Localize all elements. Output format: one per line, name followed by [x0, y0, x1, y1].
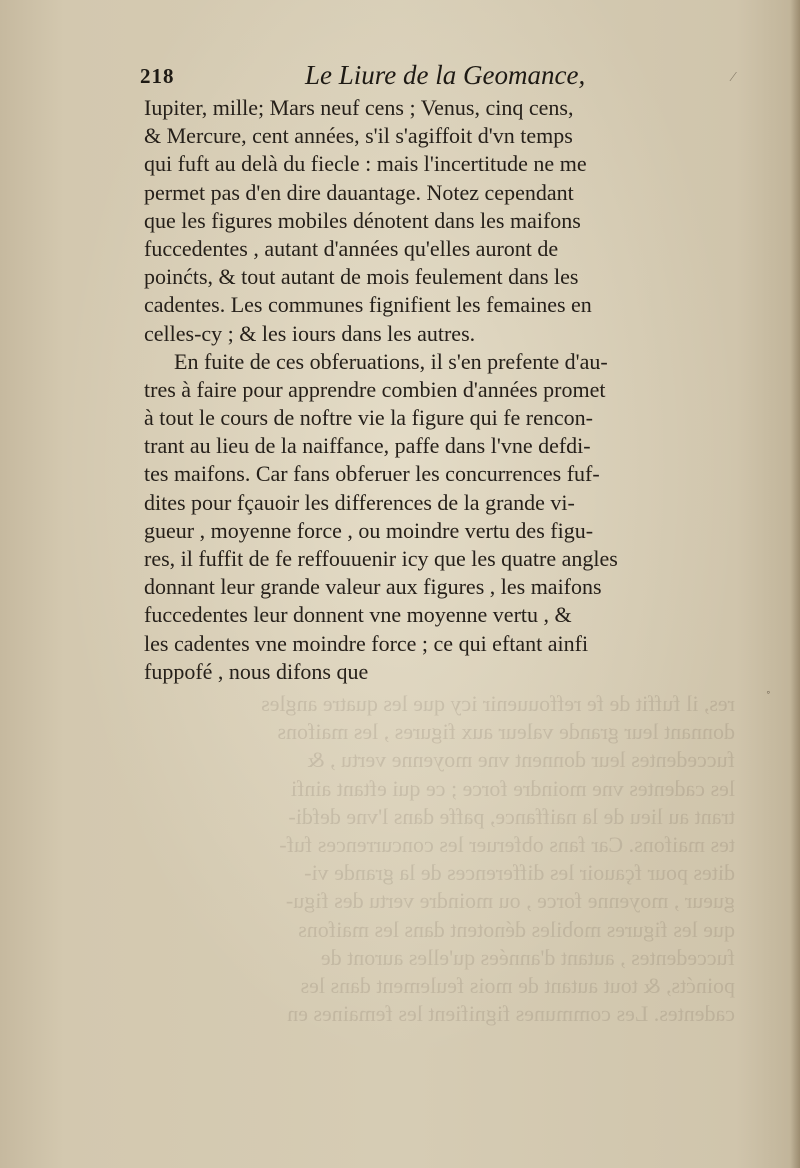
- page-edge-shadow: [790, 0, 800, 1168]
- text-line: En fuite de ces obferuations, il s'en prefente d'au-: [174, 348, 608, 374]
- bleed-through-text: [155, 690, 735, 1028]
- text-line: qui fuft au delà du fiecle : mais l'incertitude ne me: [144, 151, 587, 177]
- text-line: fuppofé , nous difons que: [144, 658, 369, 684]
- text-line: cadentes. Les communes fignifient les femaines en: [144, 292, 592, 318]
- text-line: poinćts, & tout autant de mois feulement dans les: [144, 264, 579, 290]
- bleed-line: dites pour fçauoir les differences de la grande vi-: [304, 860, 735, 886]
- text-line: à tout le cours de noftre vie la figure qui fe rencon-: [144, 405, 593, 431]
- text-line: dites pour fçauoir les differences de la grande vi-: [144, 489, 575, 515]
- text-line: les cadentes vne moindre force ; ce qui eftant ainfi: [144, 630, 589, 656]
- body-text: [144, 94, 774, 686]
- bleed-line: res, il fuffit de fe reffouuenir icy que les quatre angles: [261, 691, 735, 716]
- page-number: 218: [140, 64, 175, 88]
- text-line: Iupiter, mille; Mars neuf cens ; Venus, cinq cens,: [144, 95, 574, 120]
- bleed-line: cadentes. Les communes fignifient les femaines en: [287, 1001, 735, 1027]
- text-line: res, il fuffit de fe reffouuenir icy que les quatre angles: [144, 546, 618, 571]
- text-line: & Mercure, cent années, s'il s'agiffoit d'vn temps: [144, 123, 573, 149]
- bleed-line: donnant leur grande valeur aux figures , les maifons: [277, 719, 735, 745]
- text-line: fuccedentes leur donnent vne moyenne vertu , &: [144, 602, 572, 628]
- text-line: fuccedentes , autant d'années qu'elles auront de: [144, 235, 559, 261]
- text-line: gueur , moyenne force , ou moindre vertu des figu-: [144, 517, 594, 543]
- bleed-line: les cadentes vne moindre force ; ce qui eftant ainfi: [290, 775, 735, 801]
- bleed-line: poinćts, & tout autant de mois feulement dans les: [300, 973, 735, 999]
- text-line: tres à faire pour apprendre combien d'années promet: [144, 376, 606, 402]
- text-line: celles-cy ; & les iours dans les autres.: [144, 320, 476, 346]
- bleed-line: fuccedentes , autant d'années qu'elles auront de: [320, 944, 735, 970]
- margin-speck: ˚: [766, 690, 771, 705]
- bleed-line: que les figures mobiles dénotent dans les maifons: [298, 916, 735, 942]
- bleed-line: tes maifons. Car fans obferuer les concurrences fuf-: [279, 832, 735, 858]
- text-line: permet pas d'en dire dauantage. Notez cependant: [144, 179, 574, 205]
- margin-speck: ⁄: [732, 70, 735, 85]
- bleed-line: fuccedentes leur donnent vne moyenne vertu , &: [307, 747, 735, 773]
- text-line: trant au lieu de la naiffance, paffe dans l'vne defdi-: [144, 433, 591, 459]
- running-title: Le Liure de la Geomance,: [305, 60, 586, 90]
- text-line: que les figures mobiles dénotent dans les maifons: [144, 207, 581, 233]
- bleed-line: trant au lieu de la naiffance, paffe dans l'vne defdi-: [288, 803, 735, 829]
- text-line: donnant leur grande valeur aux figures , les maifons: [144, 574, 602, 600]
- text-line: tes maifons. Car fans obferuer les concurrences fuf-: [144, 461, 600, 487]
- bleed-line: gueur , moyenne force , ou moindre vertu des figu-: [285, 888, 735, 914]
